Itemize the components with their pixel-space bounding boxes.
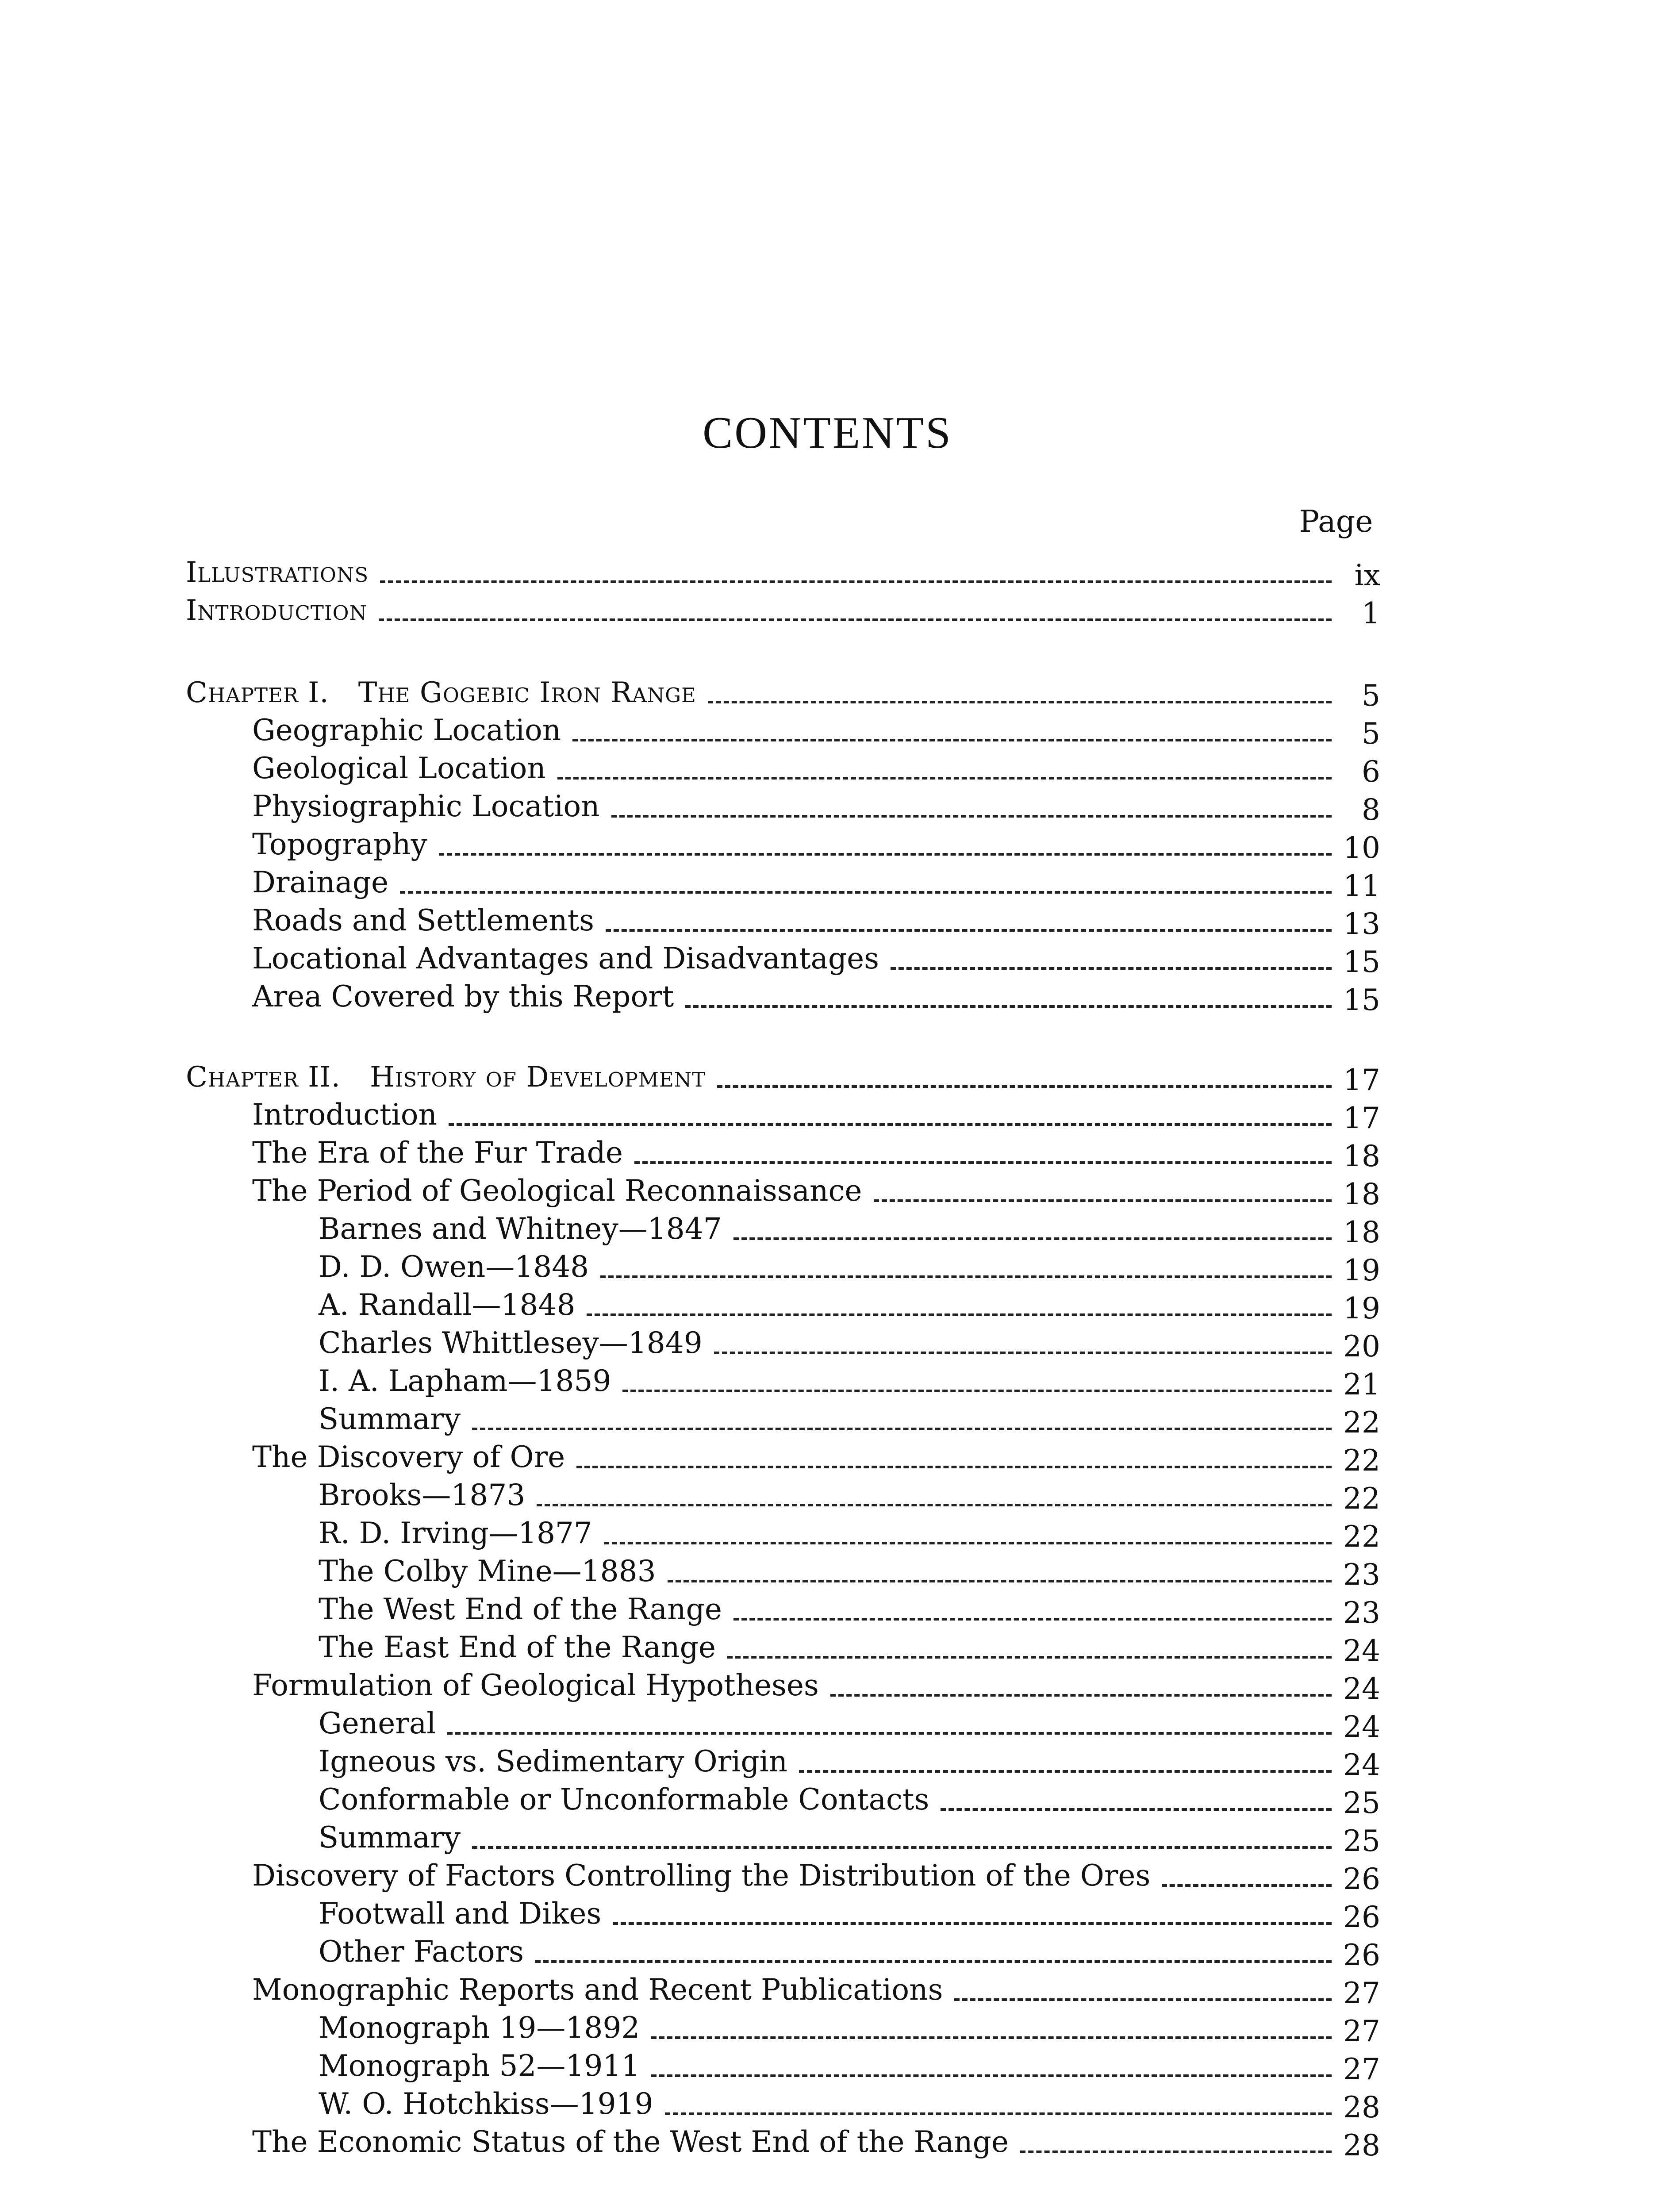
dot-leader <box>891 967 1332 970</box>
page-number: 26 <box>1343 1938 1380 1972</box>
toc-entry-label <box>319 1630 727 1664</box>
page-number: 17 <box>1343 1063 1380 1097</box>
entry-title: Conformable or Unconformable Contacts <box>319 1782 929 1816</box>
entry-title: Introduction <box>186 594 367 627</box>
entry-title: The Discovery of Ore <box>252 1440 565 1474</box>
toc-entry-label <box>252 713 572 747</box>
page-number: 25 <box>1343 1824 1380 1858</box>
entry-title: Other Factors <box>319 1935 524 1969</box>
dot-leader <box>874 1199 1332 1202</box>
toc-entry <box>186 1624 1380 1668</box>
toc-entry <box>186 1814 1380 1858</box>
page-number: 23 <box>1343 1596 1380 1630</box>
dot-leader <box>572 739 1332 741</box>
dot-leader <box>651 2074 1332 2077</box>
entry-title: The Period of Geological Reconnaissance <box>252 1174 862 1208</box>
toc-entry <box>186 1053 1380 1097</box>
entry-title: Igneous vs. Sedimentary Origin <box>319 1744 788 1778</box>
page-number: 15 <box>1343 983 1380 1017</box>
page-number: 24 <box>1343 1634 1380 1668</box>
page-number: 27 <box>1343 2014 1380 2048</box>
entry-title: Geographic Location <box>252 713 561 747</box>
page-number: 18 <box>1343 1215 1380 1249</box>
toc-entry <box>186 1434 1380 1478</box>
toc-entry-label <box>186 595 379 625</box>
dot-leader <box>380 580 1332 583</box>
page-column-header: Page <box>1299 504 1373 539</box>
toc-entry <box>186 2119 1380 2162</box>
toc-entry-label <box>319 1820 472 1855</box>
toc-entry <box>186 1700 1380 1744</box>
toc-entry-label <box>319 1252 600 1282</box>
toc-entry-label <box>252 1176 874 1206</box>
entry-title: General <box>319 1706 436 1740</box>
dot-leader <box>941 1808 1332 1811</box>
dot-leader <box>576 1466 1332 1468</box>
toc-entry-label <box>252 827 439 861</box>
entry-title: The Colby Mine—1883 <box>319 1554 656 1588</box>
dot-leader <box>685 1005 1332 1008</box>
dot-leader <box>439 853 1332 856</box>
entry-title: D. D. Owen—1848 <box>319 1250 589 1284</box>
page-number: 28 <box>1343 2128 1380 2162</box>
toc-entry-label <box>186 678 708 707</box>
toc-entry-label <box>319 1897 613 1931</box>
toc-entry-label <box>319 1364 622 1398</box>
entry-title: Charles Whittlesey—1849 <box>319 1326 703 1360</box>
toc-entry <box>186 783 1380 827</box>
dot-leader <box>665 2112 1332 2115</box>
toc-entry <box>186 1852 1380 1896</box>
toc-entry <box>186 821 1380 865</box>
entry-title: Physiographic Location <box>252 789 600 823</box>
toc-entry-label <box>186 1061 717 1094</box>
dot-leader <box>668 1580 1332 1582</box>
toc-entry <box>186 1548 1380 1592</box>
toc-entry <box>186 1586 1380 1630</box>
page-number: 22 <box>1343 1482 1380 1516</box>
entry-title: Introduction <box>252 1098 437 1132</box>
table-of-contents <box>186 549 1380 2162</box>
entry-title: Brooks—1873 <box>319 1478 526 1512</box>
page-number: 25 <box>1343 1786 1380 1820</box>
toc-entry <box>186 1320 1380 1363</box>
dot-leader <box>727 1656 1332 1659</box>
page-number: 26 <box>1343 1900 1380 1934</box>
toc-entry-label <box>319 1782 941 1816</box>
toc-entry <box>186 1244 1380 1287</box>
toc-entry <box>186 587 1380 630</box>
toc-entry <box>186 1662 1380 1706</box>
toc-entry <box>186 745 1380 789</box>
entry-title: Footwall and Dikes <box>319 1897 602 1931</box>
toc-entry-label <box>252 865 400 899</box>
entry-title: History of Development <box>369 1061 706 1094</box>
page-number: 11 <box>1343 869 1380 903</box>
toc-entry-label <box>252 1136 634 1170</box>
toc-entry <box>186 1776 1380 1820</box>
dot-leader <box>449 1123 1332 1126</box>
dot-leader <box>714 1352 1332 1354</box>
toc-entry-label <box>252 1668 830 1702</box>
dot-leader <box>535 1960 1332 1963</box>
toc-entry-label <box>319 1554 668 1588</box>
section-gap <box>186 625 1380 669</box>
toc-entry <box>186 897 1380 941</box>
toc-entry <box>186 1966 1380 2010</box>
entry-title: The West End of the Range <box>319 1592 722 1626</box>
entry-title: W. O. Hotchkiss—1919 <box>319 2087 653 2121</box>
dot-leader <box>717 1085 1332 1088</box>
toc-entry-label <box>252 1975 954 2005</box>
toc-entry <box>186 2043 1380 2086</box>
toc-entry <box>186 1129 1380 1173</box>
dot-leader <box>472 1428 1332 1430</box>
toc-entry-label <box>319 1478 537 1512</box>
toc-entry <box>186 1167 1380 1211</box>
page-number: 18 <box>1343 1177 1380 1211</box>
toc-entry <box>186 1358 1380 1402</box>
chapter-number: Chapter II. <box>186 1061 341 1094</box>
page-number: 17 <box>1343 1101 1380 1135</box>
page-number: 27 <box>1343 1976 1380 2010</box>
toc-entry <box>186 2081 1380 2124</box>
entry-title: Monograph 19—1892 <box>319 2011 640 2045</box>
toc-entry-label <box>319 1516 604 1550</box>
toc-entry-label <box>252 2125 1020 2159</box>
entry-title: Drainage <box>252 865 389 899</box>
dot-leader <box>604 1542 1332 1544</box>
toc-entry <box>186 1206 1380 1249</box>
page-number: 6 <box>1362 755 1380 789</box>
dot-leader <box>733 1237 1332 1240</box>
toc-entry-label <box>252 903 606 937</box>
entry-title: Monograph 52—1911 <box>319 2049 640 2083</box>
entry-title: Geological Location <box>252 751 546 785</box>
dot-leader <box>733 1618 1332 1621</box>
page-number: 22 <box>1343 1520 1380 1554</box>
toc-entry-label <box>252 941 891 975</box>
page-number: 22 <box>1343 1406 1380 1440</box>
toc-entry-label <box>319 1326 714 1360</box>
toc-entry-label <box>252 1098 449 1132</box>
dot-leader <box>557 777 1332 780</box>
toc-entry-label <box>319 2013 651 2043</box>
page-number: 19 <box>1343 1253 1380 1287</box>
entry-title: Locational Advantages and Disadvantages <box>252 941 879 975</box>
page-number: 18 <box>1343 1139 1380 1173</box>
entry-title: Illustrations <box>186 556 369 589</box>
toc-entry <box>186 1890 1380 1934</box>
toc-entry-label <box>252 1859 1162 1893</box>
page-number: 5 <box>1362 717 1380 751</box>
toc-entry-label <box>252 979 685 1014</box>
dot-leader <box>613 1922 1332 1925</box>
entry-title: Discovery of Factors Controlling the Distribution of the Ores <box>252 1859 1151 1893</box>
entry-title: Summary <box>319 1402 461 1436</box>
toc-entry-label <box>319 2089 665 2119</box>
toc-entry <box>186 973 1380 1017</box>
entry-title: Formulation of Geological Hypotheses <box>252 1668 819 1702</box>
chapter-number: Chapter I. <box>186 676 329 709</box>
toc-entry-label <box>252 789 611 823</box>
dot-leader <box>1162 1884 1332 1887</box>
dot-leader <box>651 2036 1332 2039</box>
page-number: 27 <box>1343 2052 1380 2086</box>
page-number: ix <box>1354 558 1380 592</box>
page-number: 8 <box>1362 793 1380 827</box>
page-number: 1 <box>1362 596 1380 630</box>
entry-title: Monographic Reports and Recent Publications <box>252 1973 943 2007</box>
entry-title: Roads and Settlements <box>252 903 594 937</box>
dot-leader <box>600 1275 1332 1278</box>
toc-entry <box>186 935 1380 979</box>
toc-entry <box>186 1510 1380 1554</box>
dot-leader <box>622 1390 1332 1392</box>
toc-entry <box>186 1472 1380 1516</box>
toc-entry <box>186 669 1380 713</box>
toc-entry-label <box>319 1744 799 1778</box>
toc-entry <box>186 1396 1380 1440</box>
entry-title: Area Covered by this Report <box>252 979 674 1014</box>
page-number: 23 <box>1343 1558 1380 1592</box>
toc-entry-label <box>319 1706 447 1740</box>
page-number: 26 <box>1343 1862 1380 1896</box>
entry-title: The Gogebic Iron Range <box>358 676 696 709</box>
page-number: 10 <box>1343 831 1380 865</box>
toc-entry-label <box>319 2051 651 2081</box>
dot-leader <box>606 929 1332 932</box>
entry-title: The Era of the Fur Trade <box>252 1136 623 1170</box>
dot-leader <box>472 1846 1332 1849</box>
page-number: 15 <box>1343 945 1380 979</box>
toc-entry <box>186 549 1380 592</box>
dot-leader <box>587 1313 1332 1316</box>
toc-entry <box>186 859 1380 903</box>
dot-leader <box>634 1161 1332 1164</box>
page-number: 13 <box>1343 907 1380 941</box>
dot-leader <box>1020 2151 1332 2153</box>
dot-leader <box>611 815 1332 818</box>
page-number: 24 <box>1343 1748 1380 1782</box>
toc-entry-label <box>319 1402 472 1436</box>
entry-title: I. A. Lapham—1859 <box>319 1364 611 1398</box>
entry-title: Summary <box>319 1820 461 1855</box>
section-gap <box>186 1011 1380 1053</box>
page-number: 22 <box>1343 1444 1380 1478</box>
page-number: 24 <box>1343 1672 1380 1706</box>
dot-leader <box>954 1998 1332 2001</box>
toc-entry <box>186 707 1380 751</box>
toc-entry-label <box>319 1592 733 1626</box>
page-number: 5 <box>1362 679 1380 713</box>
page-number: 19 <box>1343 1291 1380 1325</box>
page-number: 21 <box>1343 1367 1380 1402</box>
dot-leader <box>400 891 1332 894</box>
dot-leader <box>830 1694 1332 1697</box>
toc-entry-label <box>186 557 380 587</box>
dot-leader <box>379 618 1332 621</box>
toc-entry <box>186 1091 1380 1135</box>
page-number: 24 <box>1343 1710 1380 1744</box>
toc-entry <box>186 1282 1380 1325</box>
dot-leader <box>708 701 1332 703</box>
entry-title: The Economic Status of the West End of the Range <box>252 2125 1009 2159</box>
toc-entry-label <box>319 1290 587 1320</box>
page-title: CONTENTS <box>703 408 952 458</box>
entry-title: A. Randall—1848 <box>319 1288 576 1322</box>
toc-entry-label <box>319 1214 733 1244</box>
entry-title: Topography <box>252 827 427 861</box>
dot-leader <box>447 1732 1332 1735</box>
toc-entry-label <box>252 751 557 785</box>
page-number: 28 <box>1343 2090 1380 2124</box>
page-number: 20 <box>1343 1329 1380 1363</box>
toc-entry <box>186 1928 1380 1972</box>
toc-entry-label <box>319 1935 535 1969</box>
toc-entry-label <box>252 1440 576 1474</box>
entry-title: Barnes and Whitney—1847 <box>319 1212 722 1246</box>
toc-entry <box>186 1738 1380 1782</box>
dot-leader <box>537 1504 1332 1506</box>
toc-entry <box>186 2005 1380 2048</box>
entry-title: R. D. Irving—1877 <box>319 1516 592 1550</box>
entry-title: The East End of the Range <box>319 1630 716 1664</box>
dot-leader <box>799 1770 1332 1773</box>
